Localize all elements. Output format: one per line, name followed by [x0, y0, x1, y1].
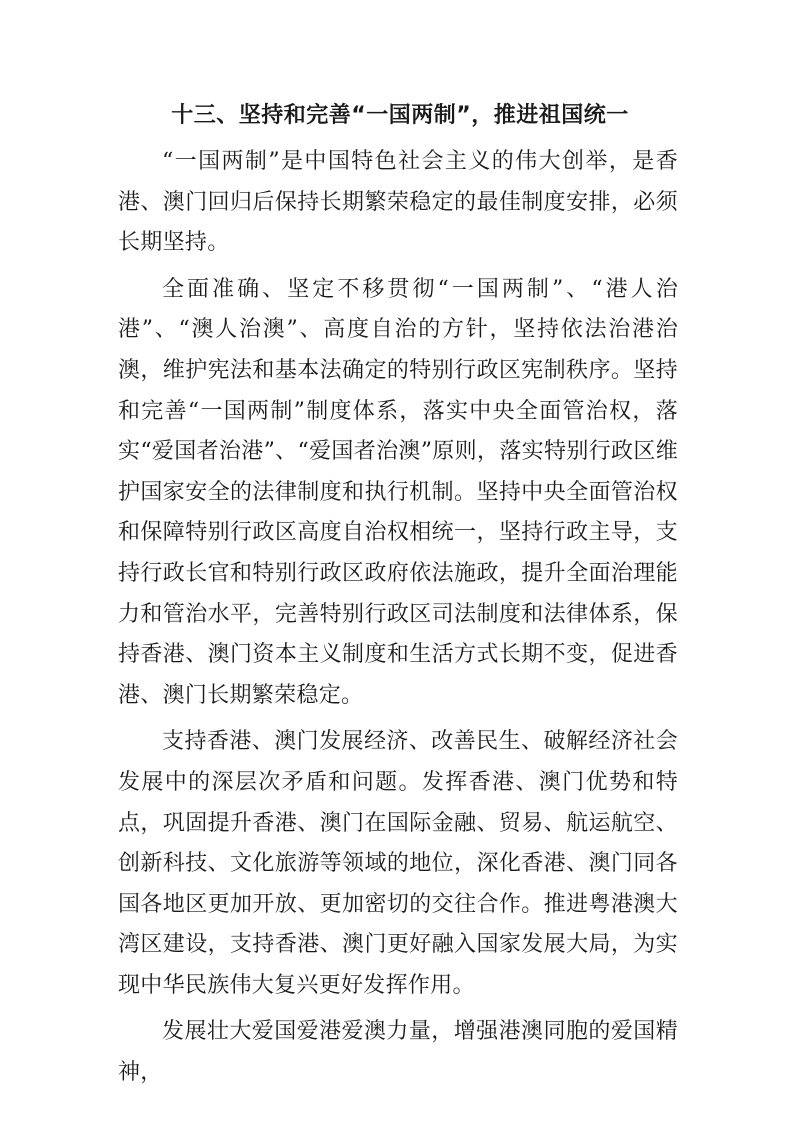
paragraph-1: “一国两制”是中国特色社会主义的伟大创举，是香港、澳门回归后保持长期繁荣稳定的最佳制度安排，必须长期坚持。 — [118, 149, 678, 256]
paragraph-4: 发展壮大爱国爱港爱澳力量，增强港澳同胞的爱国精神， — [118, 1019, 678, 1086]
paragraph-3: 支持香港、澳门发展经济、改善民生、破解经济社会发展中的深层次矛盾和问题。发挥香港、澳门优势和特点，巩固提升香港、澳门在国际金融、贸易、航运航空、创新科技、文化旅游等领域的地位，深化香港、澳门同各国各地区更加开放、更加密切的交往合作。推进粤港澳大湾区建设，支持香港、澳门更好融入国家发展大局，为实现中华民族伟大复兴更好发挥作用。 — [118, 729, 678, 998]
document-body — [118, 142, 678, 1100]
section-heading: 十三、坚持和完善“一国两制”，推进祖国统一 — [171, 103, 629, 128]
paragraph-2: 全面准确、坚定不移贯彻“一国两制”、“港人治港”、“澳人治澳”、高度自治的方针，坚持依法治港治澳，维护宪法和基本法确定的特别行政区宪制秩序。坚持和完善“一国两制”制度体系，落实中央全面管治权，落实“爱国者治港”、“爱国者治澳”原则，落实特别行政区维护国家安全的法律制度和执行机制。坚持中央全面管治权和保障特别行政区高度自治权相统一，坚持行政主导，支持行政长官和特别行政区政府依法施政，提升全面治理能力和管治水平，完善特别行政区司法制度和法律体系，保持香港、澳门资本主义制度和生活方式长期不变，促进香港、澳门长期繁荣稳定。 — [118, 276, 678, 708]
